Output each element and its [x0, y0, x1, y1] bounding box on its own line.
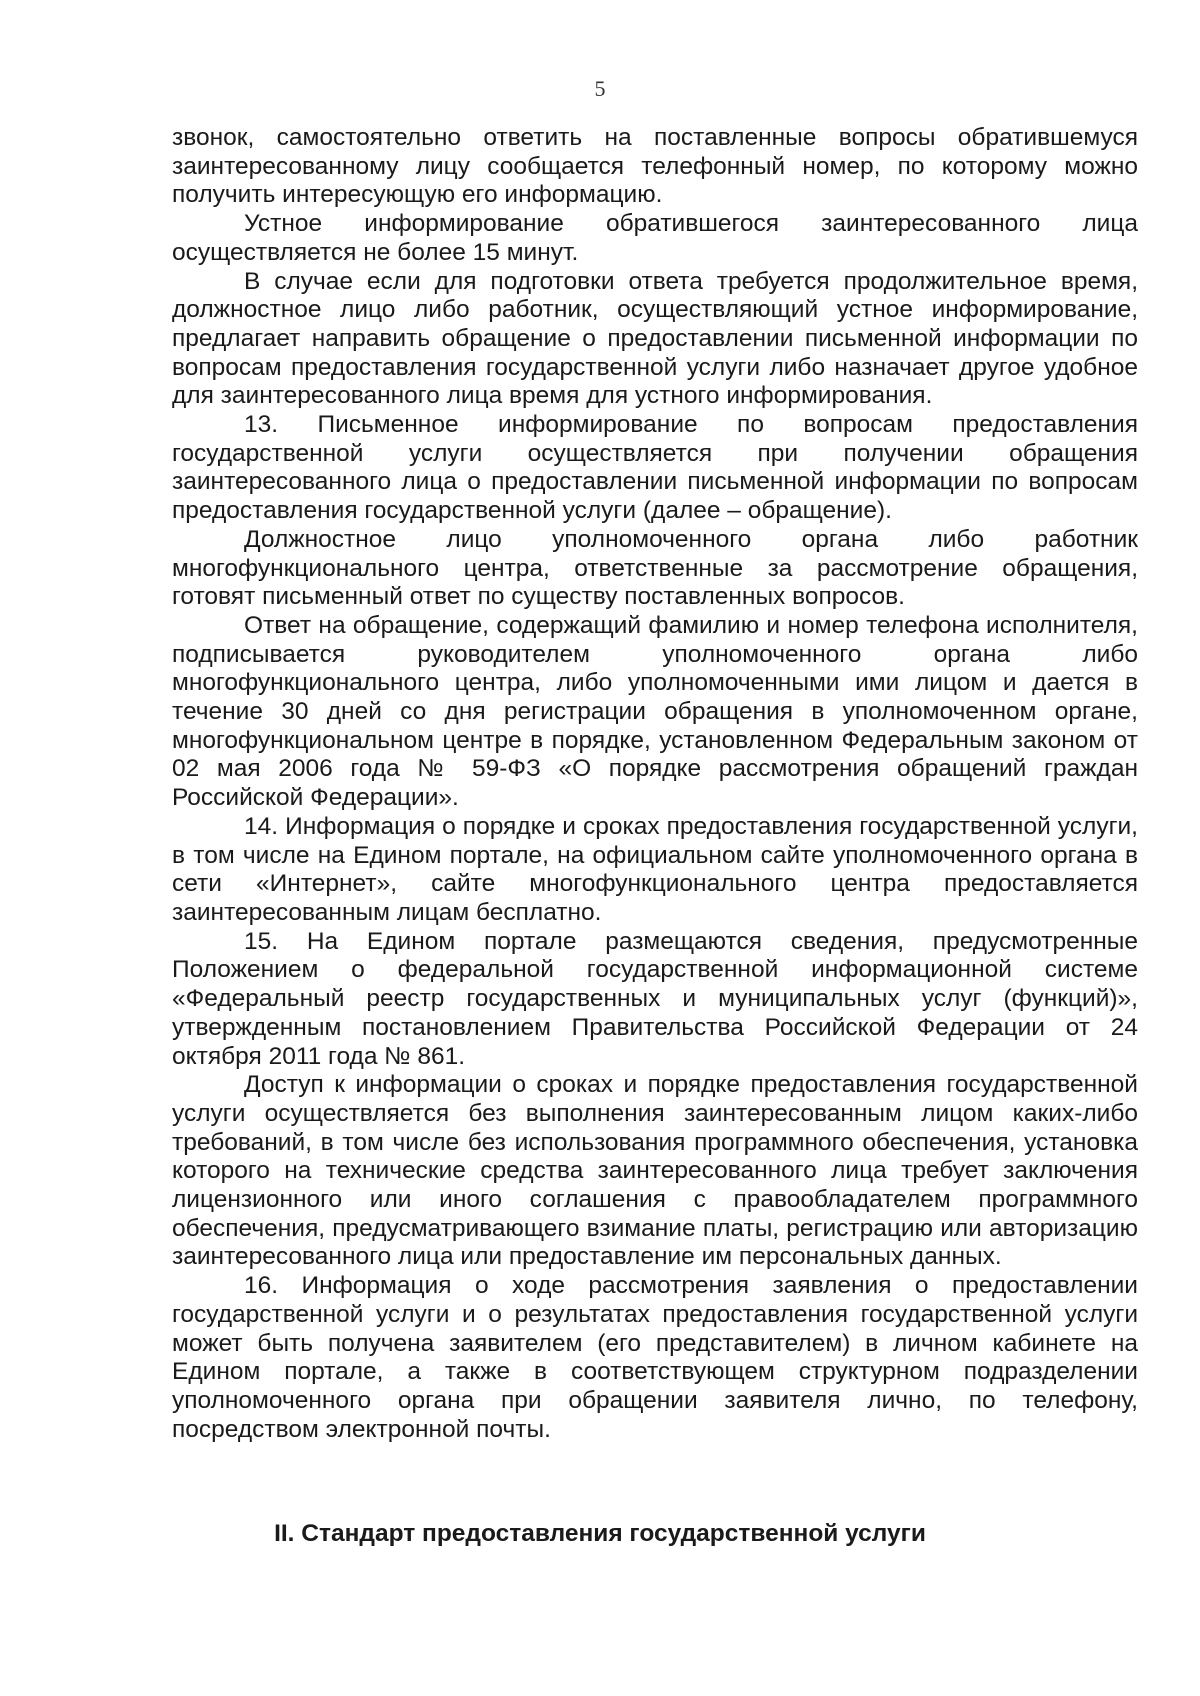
paragraph-16-progress-info: 16. Информация о ходе рассмотрения заявления о предоставлении государственной услуги и о результатах предоставления государственной услуги может быть получена заявителем (его представителем) в личном кабинете на Едином портале, а также в соответствующем структурном подразделении уполномоченного органа при обращении заявителя лично, по телефону, посредством электронной почты.	[172, 1272, 1138, 1443]
paragraph-continuation: звонок, самостоятельно ответить на поставленные вопросы обратившемуся заинтересованному лицу сообщается телефонный номер, по которому можно получить интересующую его информацию.	[172, 124, 1138, 209]
paragraph-15-unified-portal: 15. На Едином портале размещаются сведения, предусмотренные Положением о федеральной государственной информационной системе «Федеральный реестр государственных и муниципальных услуг (функций)», утвержденным постановлением Правительства Российской Федерации от 24 октября 2011 года № 861.	[172, 927, 1138, 1070]
paragraph-14-free-info: 14. Информация о порядке и сроках предоставления государственной услуги, в том числе на Едином портале, на официальном сайте уполномоченного органа в сети «Интернет», сайте многофункционального центра предоставляется заинтересованным лицам бесплатно.	[172, 812, 1138, 926]
paragraph-13-written-info: 13. Письменное информирование по вопросам предоставления государственной услуги осуществляется при получении обращения заинтересованного лица о предоставлении письменной информации по вопросам предоставления государственной услуги (далее – обращение).	[172, 411, 1138, 525]
paragraph-official-response: Должностное лицо уполномоченного органа либо работник многофункционального центра, ответственные за рассмотрение обращения, готовят письменный ответ по существу поставленных вопросов.	[172, 525, 1138, 611]
paragraph-extended-time: В случае если для подготовки ответа требуется продолжительное время, должностное лицо либо работник, осуществляющий устное информирование, предлагает направить обращение о предоставлении письменной информации по вопросам предоставления государственной услуги либо назначает другое удобное для заинтересованного лица время для устного информирования.	[172, 267, 1138, 410]
document-body	[172, 124, 1138, 1444]
section-heading: II. Стандарт предоставления государственной услуги	[274, 1520, 926, 1547]
paragraph-response-terms: Ответ на обращение, содержащий фамилию и номер телефона исполнителя, подписывается руководителем уполномоченного органа либо многофункционального центра, либо уполномоченными ими лицом и дается в течение 30 дней со дня регистрации обращения в уполномоченном органе, многофункциональном центре в порядке, установленном Федеральным законом от 02 мая 2006 года № 59-ФЗ «О порядке рассмотрения обращений граждан Российской Федерации».	[172, 611, 1138, 812]
paragraph-oral-info-duration: Устное информирование обратившегося заинтересованного лица осуществляется не более 15 минут.	[172, 210, 1138, 266]
paragraph-access-info: Доступ к информации о сроках и порядке предоставления государственной услуги осуществляется без выполнения заинтересованным лицом каких-либо требований, в том числе без использования программного обеспечения, установка которого на технические средства заинтересованного лица требует заключения лицензионного или иного соглашения с правообладателем программного обеспечения, предусматривающего взимание платы, регистрацию или авторизацию заинтересованного лица или предоставление им персональных данных.	[172, 1071, 1138, 1271]
page-number: 5	[594, 76, 606, 101]
